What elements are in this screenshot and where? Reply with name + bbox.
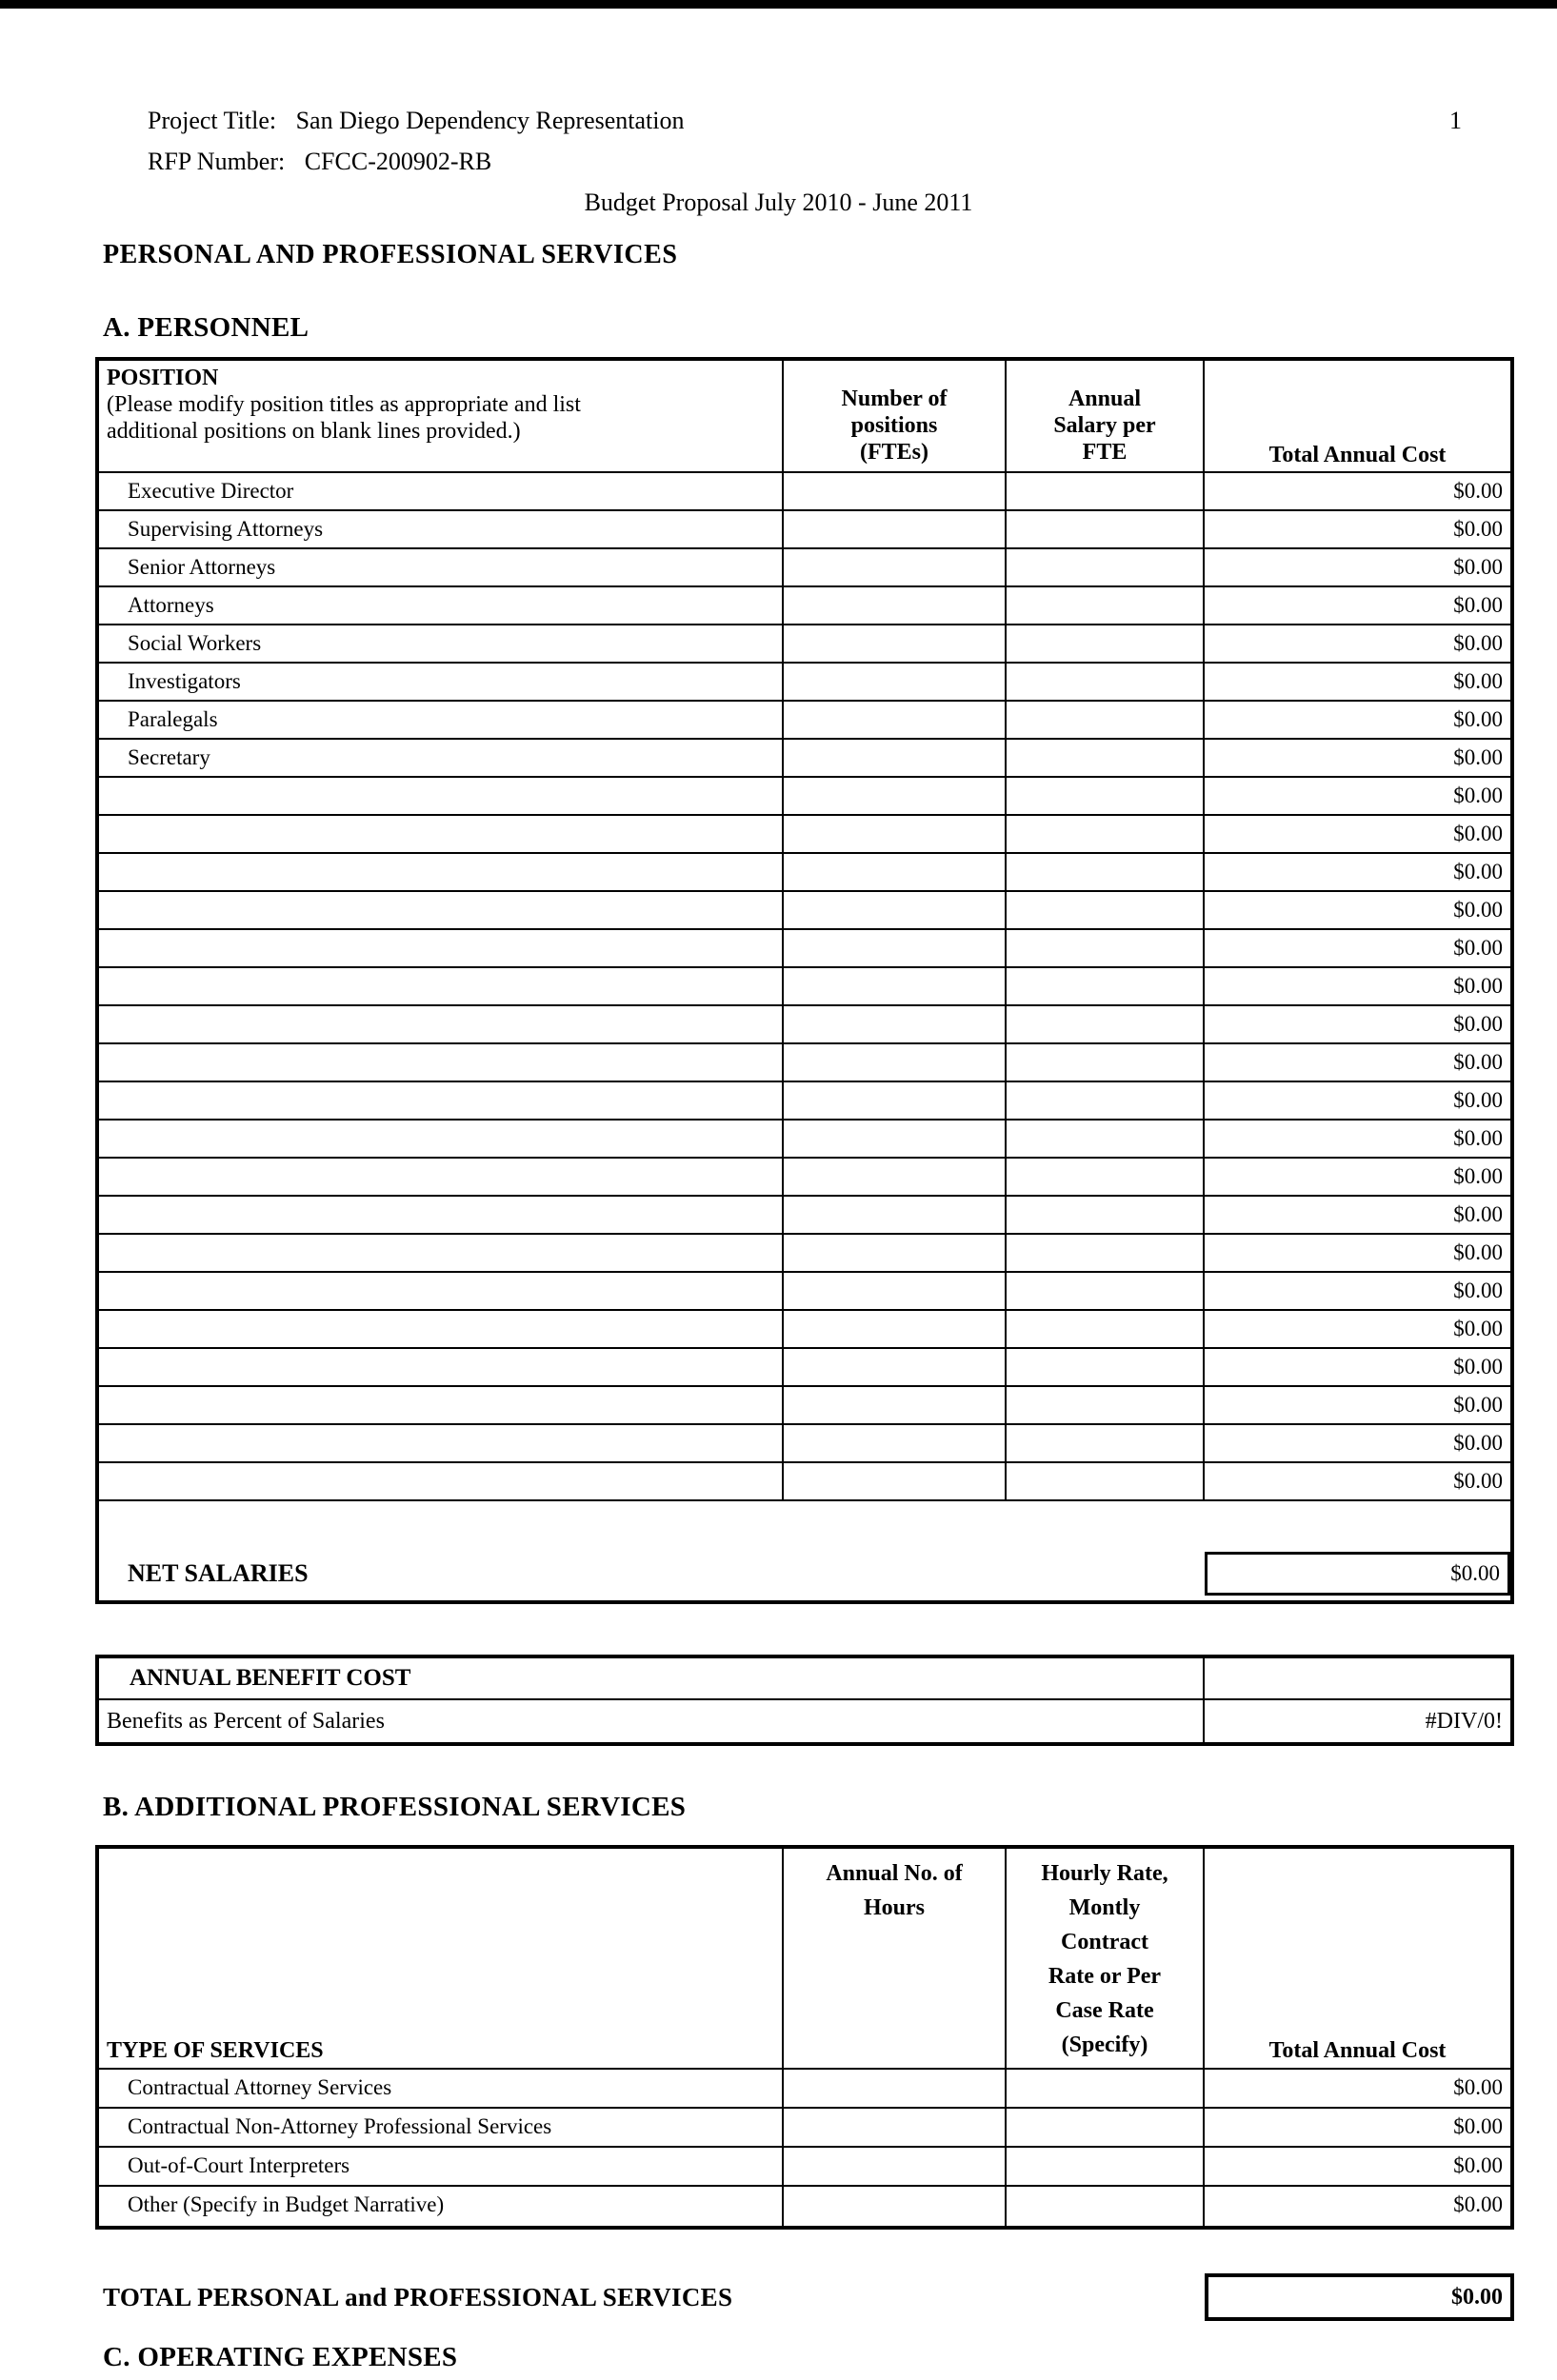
- position-cell: [99, 1349, 784, 1385]
- position-cell: [99, 930, 784, 966]
- personnel-row: [99, 1349, 1510, 1387]
- position-cell: [99, 1006, 784, 1042]
- salary-cell: [1007, 587, 1205, 624]
- net-salaries-total-box: [1205, 1552, 1510, 1596]
- total-annual-cost-cell: $0.00: [1453, 479, 1503, 503]
- project-title-label: Project Title:: [148, 107, 277, 134]
- personnel-row: [99, 664, 1510, 702]
- service-row: [99, 2070, 1510, 2109]
- total-annual-cost-cell: $0.00: [1453, 822, 1503, 845]
- total-annual-cost-cell: $0.00: [1453, 974, 1503, 998]
- total-cost-column-header: [1205, 361, 1510, 471]
- personnel-row: [99, 1463, 1510, 1501]
- annual-hours-cell: [784, 2070, 1007, 2107]
- personnel-row: [99, 1121, 1510, 1159]
- services-total-header-label: Total Annual Cost: [1268, 2038, 1447, 2063]
- total-annual-cost-cell: $0.00: [1453, 1050, 1503, 1074]
- service-row: [99, 2148, 1510, 2187]
- benefit-heading: ANNUAL BENEFIT COST: [99, 1658, 1205, 1698]
- personnel-row: [99, 1387, 1510, 1425]
- service-row: [99, 2109, 1510, 2148]
- position-cell: [99, 778, 784, 814]
- salary-cell: [1007, 1044, 1205, 1081]
- total-annual-cost-cell: $0.00: [1453, 1012, 1503, 1036]
- position-cell: [99, 892, 784, 928]
- personnel-row: [99, 892, 1510, 930]
- fte-cell: [784, 1044, 1007, 1081]
- total-annual-cost-cell: $0.00: [1453, 707, 1503, 731]
- salary-cell: [1007, 664, 1205, 700]
- position-cell: Attorneys: [99, 587, 784, 624]
- annual-hours-column-header: [784, 1849, 1007, 2068]
- grand-total-box: [1205, 2273, 1514, 2321]
- total-annual-cost-cell: $0.00: [1453, 1240, 1503, 1264]
- page-number: 1: [1449, 107, 1462, 134]
- position-cell: [99, 854, 784, 890]
- section-title: PERSONAL AND PROFESSIONAL SERVICES: [103, 240, 678, 269]
- salary-cell: [1007, 1235, 1205, 1271]
- fte-cell: [784, 1425, 1007, 1461]
- position-cell: [99, 816, 784, 852]
- rfp-number-label: RFP Number:: [148, 148, 286, 175]
- position-cell: [99, 1463, 784, 1499]
- personnel-table-header: [99, 361, 1510, 473]
- position-cell: [99, 1121, 784, 1157]
- service-type-cell: Contractual Attorney Services: [99, 2070, 784, 2107]
- salary-cell: [1007, 1082, 1205, 1119]
- total-annual-cost-cell: $0.00: [1453, 1164, 1503, 1188]
- fte-cell: [784, 1463, 1007, 1499]
- net-salaries-total-value: $0.00: [1450, 1561, 1500, 1585]
- salary-cell: [1007, 1425, 1205, 1461]
- type-of-services-column-header: TYPE OF SERVICES: [99, 1849, 784, 2068]
- salary-cell: [1007, 1273, 1205, 1309]
- total-cost-header-label: Total Annual Cost: [1268, 443, 1447, 467]
- rate-header-line-6: (Specify): [1061, 2033, 1148, 2057]
- position-cell: [99, 1311, 784, 1347]
- personnel-row: [99, 1425, 1510, 1463]
- position-header-note-2: additional positions on blank lines provided.): [107, 419, 521, 444]
- fte-cell: [784, 930, 1007, 966]
- position-cell: [99, 1159, 784, 1195]
- fte-cell: [784, 511, 1007, 547]
- fte-cell: [784, 549, 1007, 585]
- salary-cell: [1007, 473, 1205, 509]
- rate-cell: [1007, 2070, 1205, 2107]
- fte-header-line-2: positions: [850, 413, 938, 438]
- salary-cell: [1007, 1121, 1205, 1157]
- annual-hours-cell: [784, 2187, 1007, 2226]
- salary-cell: [1007, 1349, 1205, 1385]
- total-annual-cost-cell: $0.00: [1453, 669, 1503, 693]
- service-row: [99, 2187, 1510, 2226]
- fte-cell: [784, 740, 1007, 776]
- grand-total-label: TOTAL PERSONAL and PROFESSIONAL SERVICES: [103, 2283, 733, 2311]
- services-table: [95, 1845, 1514, 2230]
- salary-cell: [1007, 1159, 1205, 1195]
- rate-cell: [1007, 2109, 1205, 2146]
- total-annual-cost-cell: $0.00: [1453, 2153, 1503, 2177]
- total-annual-cost-cell: $0.00: [1453, 555, 1503, 579]
- heading-personnel: A. PERSONNEL: [103, 312, 309, 343]
- position-cell: [99, 1425, 784, 1461]
- personnel-row: [99, 778, 1510, 816]
- salary-cell: [1007, 740, 1205, 776]
- benefit-header-row: [99, 1658, 1510, 1700]
- personnel-row: [99, 625, 1510, 664]
- total-annual-cost-cell: $0.00: [1453, 517, 1503, 541]
- personnel-row: [99, 1082, 1510, 1121]
- fte-cell: [784, 1349, 1007, 1385]
- position-cell: [99, 1273, 784, 1309]
- total-annual-cost-cell: $0.00: [1453, 631, 1503, 655]
- benefit-row-label: Benefits as Percent of Salaries: [99, 1700, 1205, 1742]
- personnel-row: [99, 587, 1510, 625]
- position-cell: Executive Director: [99, 473, 784, 509]
- personnel-table-gap: [99, 1501, 1510, 1549]
- position-header-title: POSITION: [107, 366, 219, 390]
- project-title-line: [148, 107, 685, 135]
- hours-header-line-2: Hours: [863, 1895, 925, 1920]
- fte-cell: [784, 625, 1007, 662]
- total-annual-cost-cell: $0.00: [1453, 1431, 1503, 1455]
- salary-cell: [1007, 702, 1205, 738]
- personnel-row: [99, 930, 1510, 968]
- salary-cell: [1007, 1311, 1205, 1347]
- personnel-row: [99, 854, 1510, 892]
- position-cell: Social Workers: [99, 625, 784, 662]
- rate-cell: [1007, 2187, 1205, 2226]
- personnel-rows: [99, 473, 1510, 1501]
- personnel-row: [99, 1159, 1510, 1197]
- annual-benefit-cost-table: [95, 1655, 1514, 1746]
- fte-cell: [784, 854, 1007, 890]
- salary-header-line-1: Annual: [1068, 387, 1142, 411]
- personnel-row: [99, 473, 1510, 511]
- total-annual-cost-cell: $0.00: [1453, 1202, 1503, 1226]
- salary-cell: [1007, 549, 1205, 585]
- personnel-row: [99, 816, 1510, 854]
- project-title-value: San Diego Dependency Representation: [295, 107, 685, 134]
- services-rows: [99, 2070, 1510, 2226]
- fte-cell: [784, 778, 1007, 814]
- total-annual-cost-cell: $0.00: [1453, 1393, 1503, 1417]
- rfp-number-line: [148, 148, 491, 176]
- services-table-header: [99, 1849, 1510, 2070]
- salary-header-line-2: Salary per: [1053, 413, 1156, 438]
- salary-cell: [1007, 892, 1205, 928]
- salary-cell: [1007, 1197, 1205, 1233]
- fte-cell: [784, 1121, 1007, 1157]
- rate-header-line-2: Montly: [1068, 1895, 1141, 1920]
- total-annual-cost-cell: $0.00: [1453, 860, 1503, 883]
- grand-total-value: $0.00: [1451, 2285, 1503, 2310]
- fte-cell: [784, 473, 1007, 509]
- position-column-header: [99, 361, 784, 471]
- rfp-number-value: CFCC-200902-RB: [304, 148, 492, 175]
- fte-cell: [784, 1006, 1007, 1042]
- fte-cell: [784, 892, 1007, 928]
- fte-cell: [784, 1273, 1007, 1309]
- rate-header-line-5: Case Rate: [1055, 1998, 1154, 2023]
- position-header-note-1: (Please modify position titles as appropriate and list: [107, 392, 581, 417]
- total-annual-cost-cell: $0.00: [1453, 2192, 1503, 2216]
- benefit-header-value-cell: [1205, 1658, 1510, 1698]
- position-cell: [99, 968, 784, 1004]
- rate-header-line-3: Contract: [1061, 1930, 1148, 1954]
- salary-cell: [1007, 511, 1205, 547]
- rate-cell: [1007, 2148, 1205, 2185]
- personnel-row: [99, 1273, 1510, 1311]
- salary-cell: [1007, 625, 1205, 662]
- heading-additional-services: B. ADDITIONAL PROFESSIONAL SERVICES: [103, 1792, 687, 1822]
- salary-column-header: [1007, 361, 1205, 471]
- salary-cell: [1007, 778, 1205, 814]
- salary-cell: [1007, 1006, 1205, 1042]
- position-cell: Senior Attorneys: [99, 549, 784, 585]
- position-cell: [99, 1044, 784, 1081]
- fte-cell: [784, 1235, 1007, 1271]
- budget-proposal-period: Budget Proposal July 2010 - June 2011: [584, 188, 973, 216]
- total-annual-cost-cell: $0.00: [1453, 1355, 1503, 1378]
- total-annual-cost-cell: $0.00: [1453, 745, 1503, 769]
- personnel-row: [99, 1006, 1510, 1044]
- fte-header-line-1: Number of: [841, 387, 948, 411]
- service-type-cell: Contractual Non-Attorney Professional Services: [99, 2109, 784, 2146]
- salary-cell: [1007, 1387, 1205, 1423]
- personnel-row: [99, 740, 1510, 778]
- position-cell: Paralegals: [99, 702, 784, 738]
- position-cell: Investigators: [99, 664, 784, 700]
- total-annual-cost-cell: $0.00: [1453, 1126, 1503, 1150]
- fte-cell: [784, 1159, 1007, 1195]
- salary-cell: [1007, 816, 1205, 852]
- salary-cell: [1007, 968, 1205, 1004]
- total-annual-cost-cell: $0.00: [1453, 2075, 1503, 2099]
- position-cell: [99, 1387, 784, 1423]
- total-annual-cost-cell: $0.00: [1453, 1317, 1503, 1340]
- salary-cell: [1007, 1463, 1205, 1499]
- fte-cell: [784, 664, 1007, 700]
- position-cell: [99, 1235, 784, 1271]
- net-salaries-row: [99, 1549, 1510, 1600]
- position-cell: Supervising Attorneys: [99, 511, 784, 547]
- total-annual-cost-cell: $0.00: [1453, 936, 1503, 960]
- fte-cell: [784, 816, 1007, 852]
- position-cell: Secretary: [99, 740, 784, 776]
- hours-header-line-1: Annual No. of: [826, 1861, 963, 1886]
- total-annual-cost-cell: $0.00: [1453, 1279, 1503, 1302]
- annual-hours-cell: [784, 2148, 1007, 2185]
- net-salaries-label: NET SALARIES: [128, 1559, 309, 1587]
- fte-cell: [784, 968, 1007, 1004]
- personnel-row: [99, 1311, 1510, 1349]
- personnel-row: [99, 968, 1510, 1006]
- rate-header-line-1: Hourly Rate,: [1041, 1861, 1168, 1886]
- annual-hours-cell: [784, 2109, 1007, 2146]
- rate-header-line-4: Rate or Per: [1048, 1964, 1162, 1989]
- salary-cell: [1007, 930, 1205, 966]
- personnel-row: [99, 511, 1510, 549]
- salary-header-line-3: FTE: [1082, 440, 1128, 465]
- fte-column-header: [784, 361, 1007, 471]
- personnel-row: [99, 1044, 1510, 1082]
- personnel-row: [99, 1197, 1510, 1235]
- position-cell: [99, 1197, 784, 1233]
- service-type-cell: Other (Specify in Budget Narrative): [99, 2187, 784, 2226]
- scan-edge-bar: [0, 0, 1557, 9]
- salary-cell: [1007, 854, 1205, 890]
- benefit-value-row: [99, 1700, 1510, 1742]
- total-annual-cost-cell: $0.00: [1453, 593, 1503, 617]
- personnel-row: [99, 1235, 1510, 1273]
- fte-cell: [784, 1197, 1007, 1233]
- service-type-cell: Out-of-Court Interpreters: [99, 2148, 784, 2185]
- rate-column-header: [1007, 1849, 1205, 2068]
- fte-cell: [784, 1311, 1007, 1347]
- position-cell: [99, 1082, 784, 1119]
- total-annual-cost-cell: $0.00: [1453, 2114, 1503, 2138]
- fte-cell: [784, 587, 1007, 624]
- fte-cell: [784, 702, 1007, 738]
- fte-cell: [784, 1387, 1007, 1423]
- personnel-table: [95, 357, 1514, 1604]
- heading-operating-expenses: C. OPERATING EXPENSES: [103, 2342, 458, 2372]
- fte-cell: [784, 1082, 1007, 1119]
- fte-header-line-3: (FTEs): [860, 440, 928, 465]
- total-annual-cost-cell: $0.00: [1453, 898, 1503, 922]
- total-annual-cost-cell: $0.00: [1453, 783, 1503, 807]
- total-annual-cost-cell: $0.00: [1453, 1469, 1503, 1493]
- services-total-column-header: [1205, 1849, 1510, 2068]
- personnel-row: [99, 549, 1510, 587]
- personnel-row: [99, 702, 1510, 740]
- total-annual-cost-cell: $0.00: [1453, 1088, 1503, 1112]
- benefit-row-value: #DIV/0!: [1425, 1708, 1503, 1734]
